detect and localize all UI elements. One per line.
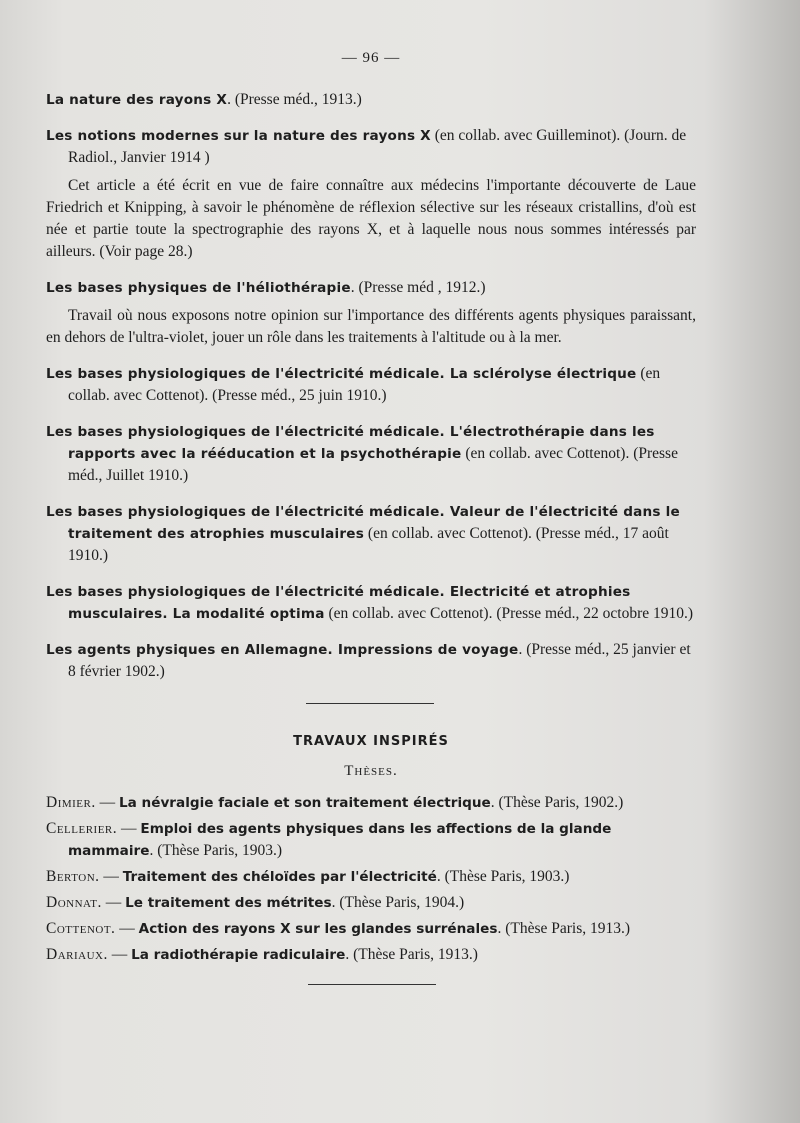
thesis-entry: Berton. — Traitement des chéloïdes par l'électricité. (Thèse Paris, 1903.)	[46, 868, 570, 885]
thesis-author: Dimier.	[46, 794, 96, 811]
entry-description: Cet article a été écrit en vue de faire connaître aux médecins l'importante découverte de Laue Friedrich et Knipping, à savoir le phénomène de réflexion sélective sur les réseaux cristallins, d'où est née et partie toute la spectrographie des rayons X, et à laquelle nous nous sommes intéressés par ailleurs. (Voir page 28.)	[46, 177, 696, 260]
thesis-author: Berton.	[46, 868, 100, 885]
thesis-reference: . (Thèse Paris, 1903.)	[436, 868, 570, 885]
section-title: TRAVAUX INSPIRÉS	[293, 734, 449, 749]
thesis-title: Action des rayons X sur les glandes surrénales	[138, 921, 498, 937]
divider-rule	[308, 984, 436, 985]
thesis-entry: Dariaux. — La radiothérapie radiculaire. (Thèse Paris, 1913.)	[46, 946, 478, 963]
entry-reference: . (Presse méd., 1913.)	[227, 91, 362, 108]
thesis-reference: . (Thèse Paris, 1913.)	[497, 920, 631, 937]
thesis-reference: . (Thèse Paris, 1913.)	[345, 946, 478, 963]
entry-reference: (en collab. avec Cottenot). (Presse méd., 17 août 1910.)	[68, 525, 669, 564]
thesis-reference: . (Thèse Paris, 1903.)	[149, 842, 283, 859]
entry-reference: (en collab. avec Cottenot). (Presse méd., 25 juin 1910.)	[68, 365, 661, 404]
entry-reference: (en collab. avec Cottenot). (Presse méd., Juillet 1910.)	[68, 445, 678, 484]
thesis-author: Cellerier.	[46, 820, 118, 837]
thesis-title: Le traitement des métrites	[125, 895, 332, 911]
entry-reference: . (Presse méd , 1912.)	[350, 279, 486, 296]
bibliography-entry	[46, 125, 696, 169]
thesis-author: Donnat.	[46, 894, 102, 911]
thesis-entry: Dimier. — La névralgie faciale et son traitement électrique. (Thèse Paris, 1902.)	[46, 794, 624, 811]
bibliography-entry	[46, 639, 696, 683]
entry-title: Les bases physiques de l'héliothérapie	[46, 280, 351, 296]
bibliography-entry	[46, 581, 696, 625]
entry-reference: (en collab. avec Guilleminot). (Journ. de Radiol., Janvier 1914 )	[68, 127, 687, 166]
thesis-author: Cottenot.	[46, 920, 116, 937]
thesis-author: Dariaux.	[46, 946, 108, 963]
entry-reference: (en collab. avec Cottenot). (Presse méd., 22 octobre 1910.)	[324, 605, 694, 622]
entry-title: Les bases physiologiques de l'électricité médicale. La sclérolyse électrique	[46, 366, 637, 382]
bibliography-entry	[46, 421, 696, 487]
entry-title: Les agents physiques en Allemagne. Impressions de voyage	[46, 642, 519, 658]
bibliography-entry	[46, 89, 696, 111]
thesis-entry: Cellerier. — Emploi des agents physiques dans les affections de la glande mammaire. (Thèse Paris, 1903.)	[46, 820, 612, 859]
entry-title: La nature des rayons X	[46, 92, 228, 108]
thesis-title: Traitement des chéloïdes par l'électricité	[122, 869, 437, 885]
bibliography-entry	[46, 501, 696, 567]
thesis-title: Emploi des agents physiques dans les affections de la glande mammaire	[68, 821, 612, 859]
entry-title: Les bases physiologiques de l'électricité médicale. Valeur de l'électricité dans le traitement des atrophies musculaires	[46, 504, 680, 542]
entry-title: Les bases physiologiques de l'électricité médicale. L'électrothérapie dans les rapports avec la rééducation et la psychothérapie	[46, 424, 655, 462]
thesis-reference: . (Thèse Paris, 1904.)	[331, 894, 465, 911]
thesis-title: La radiothérapie radiculaire	[131, 947, 346, 963]
thesis-entry: Donnat. — Le traitement des métrites. (Thèse Paris, 1904.)	[46, 894, 465, 911]
divider-rule	[306, 703, 434, 704]
bibliography-entry	[46, 277, 696, 299]
entry-reference: . (Presse méd., 25 janvier et 8 février 1902.)	[68, 641, 691, 680]
entry-title: Les notions modernes sur la nature des rayons X	[46, 128, 431, 144]
page-number: — 96 —	[341, 50, 401, 66]
entry-description: Travail où nous exposons notre opinion sur l'importance des différents agents physiques paraissant, en dehors de l'ultra-violet, jouer un rôle dans les traitements à l'altitude ou à la mer.	[46, 307, 696, 346]
subsection-title: Thèses.	[344, 763, 398, 779]
bibliography-entry	[46, 363, 696, 407]
thesis-entry: Cottenot. — Action des rayons X sur les glandes surrénales. (Thèse Paris, 1913.)	[46, 920, 631, 937]
thesis-title: La névralgie faciale et son traitement électrique	[118, 795, 491, 811]
thesis-reference: . (Thèse Paris, 1902.)	[490, 794, 624, 811]
entry-title: Les bases physiologiques de l'électricité médicale. Electricité et atrophies musculaires. La modalité optima	[46, 584, 631, 622]
